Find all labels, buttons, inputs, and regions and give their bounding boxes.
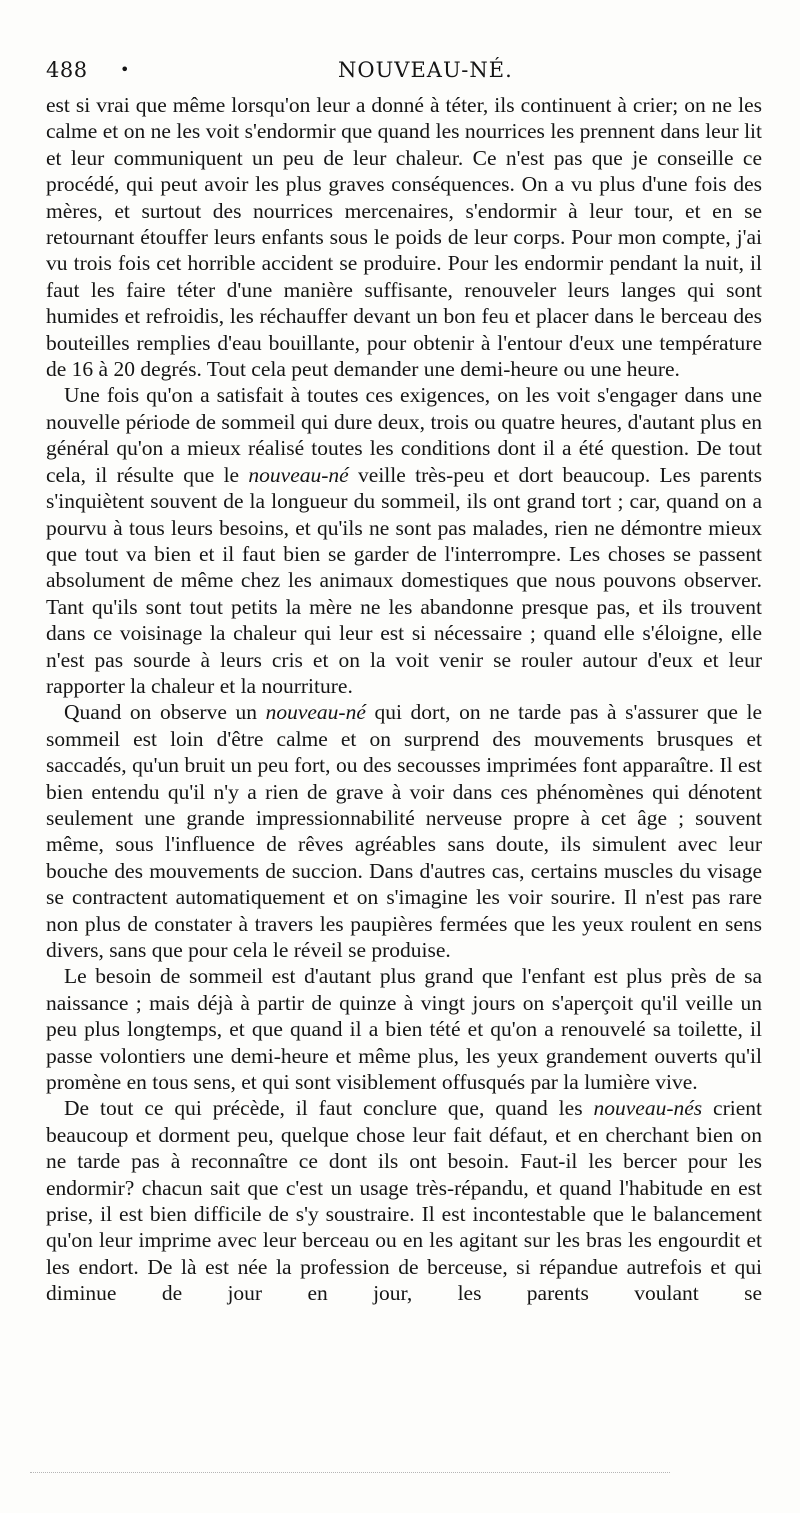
page-number: 488 bbox=[46, 58, 88, 82]
italic-term: nouveau-né bbox=[248, 462, 349, 487]
paragraph-text: Le besoin de sommeil est d'autant plus grand que l'enfant est plus près de sa naissance ; mais déjà à partir de quinze à vingt jours on s'aperçoit qu'il veille un peu plus longtemps, et que quand il a bien tété et qu'on a renouvelé sa toilette, il passe volontiers une demi-heure et même plus, les yeux grandement ouverts qu'il promène en tous sens, et qui sont visiblement offusqués par la lumière vive. bbox=[46, 964, 762, 1095]
paragraph-4 bbox=[46, 963, 762, 1095]
header-bullet-mark: • bbox=[120, 60, 130, 79]
page-header bbox=[46, 58, 762, 88]
paragraph-text: veille très-peu et dort beaucoup. Les parents s'inquiètent souvent de la longueur du sommeil, ils ont grand tort ; car, quand on a pourvu à tous leurs besoins, et qu'ils ne sont pas malades, rien ne démontre mieux que tout va bien et il faut bien se garder de l'interrompre. Les choses se passent absolument de même chez les animaux domestiques que nous pouvons observer. Tant qu'ils sont tout petits la mère ne les abandonne presque pas, et ils trouvent dans ce voisinage la chaleur qui leur est si nécessaire ; quand elle s'éloigne, elle n'est pas sourde à leurs cris et on la voit venir se rouler autour d'eux et leur rapporter la chaleur et la nourriture. bbox=[46, 462, 762, 698]
paragraph-5 bbox=[46, 1095, 762, 1306]
paragraph-text: De tout ce qui précède, il faut conclure que, quand les bbox=[64, 1096, 594, 1121]
footer-dotted-rule bbox=[30, 1472, 670, 1473]
paragraph-text: Une fois qu'on a satisfait à toutes ces exigences, on les voit s'engager dans une nouvelle période de sommeil qui dure deux, trois ou quatre heures, d'autant plus en général qu'on a mieux réalisé toutes les conditions dont il a été question. De tout cela, il résulte que le bbox=[46, 383, 762, 487]
paragraph-text: Quand on observe un bbox=[64, 700, 266, 725]
paragraph-2 bbox=[46, 382, 762, 699]
paragraph-text: est si vrai que même lorsqu'on leur a donné à téter, ils continuent à crier; on ne les calme et on ne les voit s'endormir que quand les nourrices les prennent dans leur lit et leur communiquent un peu de leur chaleur. Ce n'est pas que je conseille ce procédé, qui peut avoir les plus graves conséquences. On a vu plus d'une fois des mères, et surtout des nourrices mercenaires, s'endormir à leur tour, et en se retournant étouffer leurs enfants sous le poids de leur corps. Pour mon compte, j'ai vu trois fois cet horrible accident se produire. Pour les endormir pendant la nuit, il faut les faire téter d'une manière suffisante, renouveler leurs langes qui sont humides et refroidis, les réchauffer devant un bon feu et placer dans le berceau des bouteilles remplies d'eau bouillante, pour obtenir à l'entour d'eux une température de 16 à 20 degrés. Tout cela peut demander une demi-heure ou une heure. bbox=[46, 93, 762, 382]
italic-term: nouveau-nés bbox=[593, 1096, 703, 1121]
paragraph-text: crient beaucoup et dorment peu, quelque chose leur fait défaut, et en cherchant bien on ne tarde pas à reconnaître ce dont ils ont besoin. Faut-il les bercer pour les endormir? chacun sait que c'est un usage très-répandu, et quand l'habitude en est prise, il est bien difficile de s'y soustraire. Il est incontestable que le balancement qu'on leur imprime avec leur berceau ou en les agitant sur les bras les engourdit et les endort. De là est née la profession de berceuse, si répandue autrefois et qui diminue de jour en jour, les parents voulant se bbox=[46, 1096, 762, 1306]
paragraph-1 bbox=[46, 92, 762, 382]
paragraph-text: qui dort, on ne tarde pas à s'assurer que le sommeil est loin d'être calme et on surprend des mouvements brusques et saccadés, qu'un bruit un peu fort, ou des secousses imprimées font apparaître. Il est bien entendu qu'il n'y a rien de grave à voir dans ces phénomènes qui dénotent seulement une grande impressionnabilité nerveuse propre à cet âge ; souvent même, sous l'influence de rêves agréables sans doute, ils simulent avec leur bouche des mouvements de succion. Dans d'autres cas, certains muscles du visage se contractent automatiquement et on s'imagine les voir sourire. Il n'est pas rare non plus de constater à travers les paupières fermées que les yeux roulent en sens divers, sans que pour cela le réveil se produise. bbox=[46, 700, 762, 962]
body-text bbox=[46, 92, 762, 1307]
running-title: NOUVEAU-NÉ. bbox=[338, 58, 513, 82]
italic-term: nouveau-né bbox=[265, 700, 366, 725]
paragraph-3 bbox=[46, 699, 762, 963]
